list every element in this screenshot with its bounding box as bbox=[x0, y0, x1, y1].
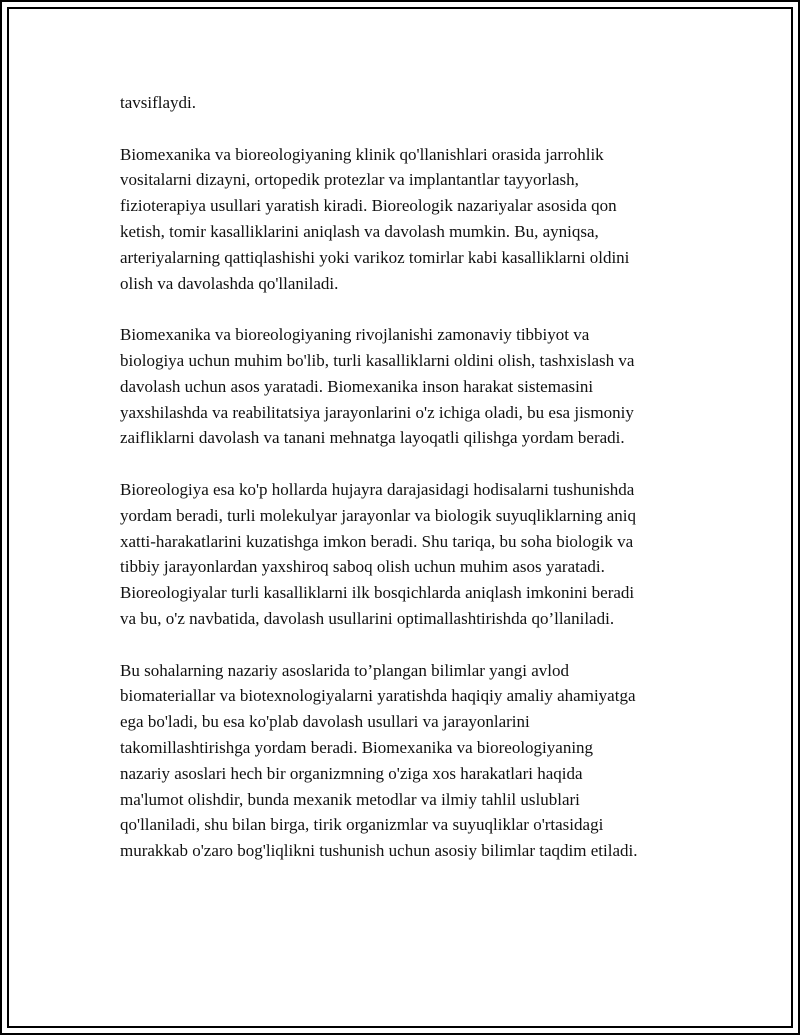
paragraph-3: Biomexanika va bioreologiyaning rivojlanishi zamonaviy tibbiyot va biologiya uchun muhim bo'lib, turli kasalliklarni oldini olish, tashxislash va davolash uchun asos yaratadi. Biomexanika inson harakat sistemasini yaxshilashda va reabilitatsiya jarayonlarini o'z ichiga oladi, bu esa jismoniy zaifliklarni davolash va tanani mehnatga layoqatli qilishga yordam beradi. bbox=[120, 325, 635, 448]
paragraph-4: Bioreologiya esa ko'p hollarda hujayra darajasidagi hodisalarni tushunishda yordam beradi, turli molekulyar jarayonlar va biologik suyuqliklarning aniq xatti-harakatlarini kuzatishga imkon beradi. Shu tariqa, bu soha biologik va tibbiy jarayonlardan yaxshiroq saboq olish uchun muhim asos yaratadi. Bioreologiyalar turli kasalliklarni ilk bosqichlarda aniqlash imkonini beradi va bu, o'z navbatida, davolash usullarini optimallashtirishda qo’llaniladi. bbox=[120, 479, 637, 628]
paragraph-5: Bu sohalarning nazariy asoslarida to’plangan bilimlar yangi avlod biomateriallar va biotexnologiyalarni yaratishda haqiqiy amaliy ahamiyatga ega bo'ladi, bu esa ko'plab davolash usullari va jarayonlarini takomillashtirishga yordam beradi. Biomexanika va bioreologiyaning nazariy asoslari hech bir organizmning o'ziga xos harakatlari haqida ma'lumot olishdir, bunda mexanik metodlar va ilmiy tahlil uslublari qo'llaniladi, shu bilan birga, tirik organizmlar va suyuqliklar o'rtasidagi murakkab o'zaro bog'liqlikni tushunish uchun asosiy bilimlar taqdim etiladi. bbox=[120, 660, 638, 861]
paragraph-2: Biomexanika va bioreologiyaning klinik qo'llanishlari orasida jarrohlik vositalarni dizayni, ortopedik protezlar va implantantlar tayyorlash, fizioterapiya usullari yaratish kiradi. Bioreologik nazariyalar asosida qon ketish, tomir kasalliklarini aniqlash va davolash mumkin. Bu, ayniqsa, arteriyalarning qattiqlashishi yoki varikoz tomirlar kabi kasalliklarni oldini olish va davolashda qo'llaniladi. bbox=[120, 144, 630, 293]
paragraph-1: tavsiflaydi. bbox=[120, 93, 197, 112]
document-body bbox=[120, 90, 705, 890]
